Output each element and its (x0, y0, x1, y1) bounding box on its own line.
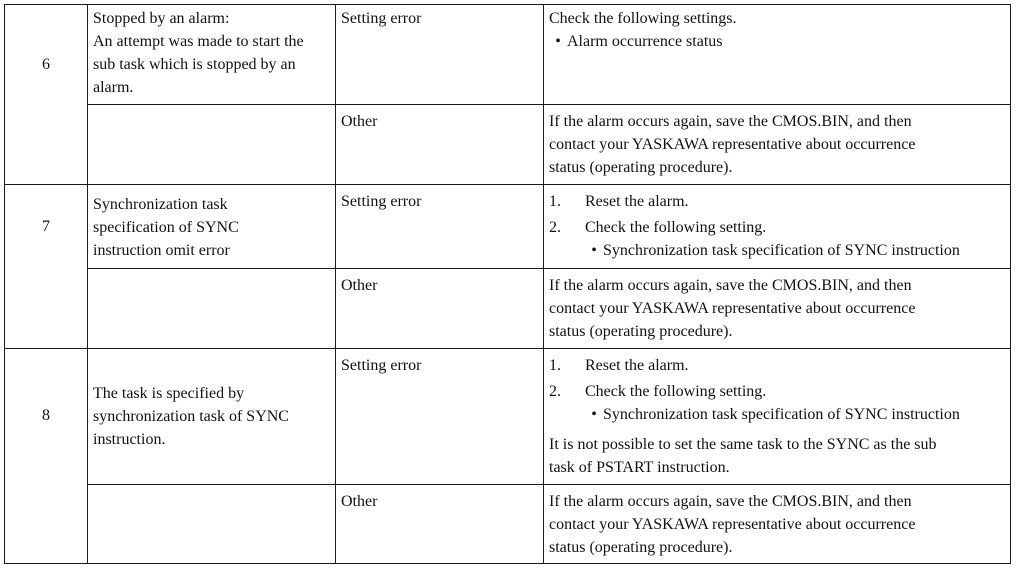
cause-label: Setting error (341, 193, 422, 210)
sub-code: 8 (42, 407, 50, 424)
table-row (5, 349, 1011, 485)
remedy-line: status (operating procedure). (549, 539, 733, 556)
description-cell (88, 485, 336, 564)
step-number: 1. (549, 357, 561, 374)
step-text: Check the following setting. (585, 383, 767, 400)
cause-cell (336, 105, 544, 185)
remedy-line: contact your YASKAWA representative about occurrence (549, 300, 916, 317)
remedy-note: It is not possible to set the same task to the SYNC as the sub (549, 436, 937, 453)
description-cell (88, 5, 336, 105)
remedy-intro: Check the following settings. (549, 10, 737, 27)
cause-label: Other (341, 277, 378, 294)
sub-code: 6 (42, 55, 50, 73)
remedy-cell (544, 185, 1011, 269)
description-cell (88, 105, 336, 185)
cause-cell (336, 5, 544, 105)
cause-label: Other (341, 113, 378, 130)
step-text: Reset the alarm. (585, 357, 689, 374)
description-line: instruction omit error (93, 242, 230, 259)
table-row (5, 185, 1011, 269)
remedy-cell (544, 5, 1011, 105)
description-line: sub task which is stopped by an (93, 56, 296, 73)
remedy-note: task of PSTART instruction. (549, 459, 730, 476)
bullet-icon: • (591, 242, 597, 259)
cause-cell (336, 485, 544, 564)
step-number: 2. (549, 383, 561, 400)
remedy-line: contact your YASKAWA representative about occurrence (549, 516, 916, 533)
step-item (549, 190, 1005, 213)
remedy-line: status (operating procedure). (549, 159, 733, 176)
description-line: Stopped by an alarm: (93, 10, 230, 27)
remedy-line: If the alarm occurs again, save the CMOS.BIN, and then (549, 493, 912, 510)
cause-cell (336, 349, 544, 485)
description-line: An attempt was made to start the (93, 33, 304, 50)
step-item (549, 380, 1005, 403)
bullet-icon: • (555, 33, 561, 50)
description-line: synchronization task of SYNC (93, 408, 289, 425)
cause-label: Other (341, 493, 378, 510)
remedy-cell (544, 349, 1011, 485)
step-text: Reset the alarm. (585, 193, 689, 210)
description-cell (88, 269, 336, 349)
remedy-cell (544, 485, 1011, 564)
table-row (5, 5, 1011, 105)
description-line: alarm. (93, 79, 134, 96)
table-row (5, 269, 1011, 349)
description-cell (88, 349, 336, 485)
sub-code-cell (5, 5, 88, 185)
step-number: 1. (549, 193, 561, 210)
remedy-cell (544, 269, 1011, 349)
cause-cell (336, 185, 544, 269)
description-line: The task is specified by (93, 385, 245, 402)
table-row (5, 105, 1011, 185)
description-cell (88, 185, 336, 269)
bullet-item (549, 403, 1005, 426)
bullet-text: Synchronization task specification of SYNC instruction (603, 242, 960, 259)
step-item (549, 216, 1005, 239)
sub-code: 7 (42, 217, 50, 235)
table-row (5, 485, 1011, 564)
sub-code-cell (5, 185, 88, 349)
remedy-line: If the alarm occurs again, save the CMOS.BIN, and then (549, 113, 912, 130)
alarm-remedy-table (4, 4, 1011, 564)
description-line: instruction. (93, 431, 166, 448)
step-text: Check the following setting. (585, 219, 767, 236)
remedy-line: status (operating procedure). (549, 323, 733, 340)
description-line: Synchronization task (93, 196, 228, 213)
description-line: specification of SYNC (93, 219, 239, 236)
remedy-cell (544, 105, 1011, 185)
cause-label: Setting error (341, 357, 422, 374)
bullet-icon: • (591, 406, 597, 423)
bullet-item (549, 30, 1005, 53)
step-item (549, 354, 1005, 377)
step-number: 2. (549, 219, 561, 236)
cause-cell (336, 269, 544, 349)
remedy-line: contact your YASKAWA representative about occurrence (549, 136, 916, 153)
sub-code-cell (5, 349, 88, 564)
cause-label: Setting error (341, 10, 422, 27)
bullet-item (549, 239, 1005, 262)
bullet-text: Alarm occurrence status (567, 33, 723, 50)
bullet-text: Synchronization task specification of SYNC instruction (603, 406, 960, 423)
remedy-line: If the alarm occurs again, save the CMOS.BIN, and then (549, 277, 912, 294)
